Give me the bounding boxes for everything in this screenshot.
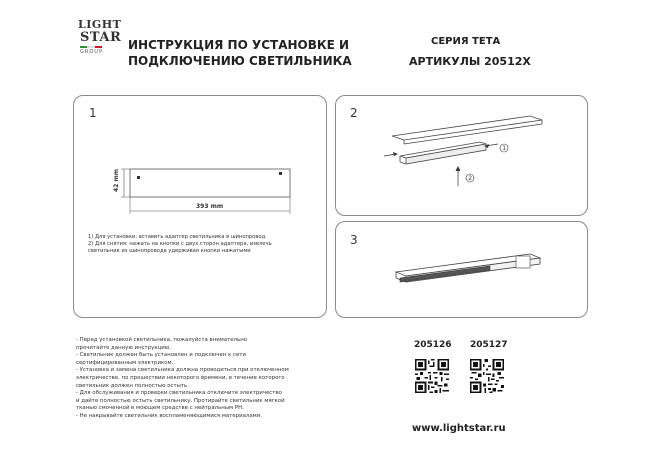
install-note-2-line1: 2) Для снятия: нажать на кнопки с двух сторон адаптера, извлечь [88, 241, 272, 247]
install-note-1: 1) Для установки: вставить адаптер светильника в шинопровод [88, 234, 266, 240]
arrow-push-up-head [456, 166, 461, 171]
warning-line: сертифицированным электриком. [76, 359, 174, 366]
logo-text-group: GROUP [80, 49, 103, 55]
callout-2-label: 2 [468, 175, 473, 183]
panel-step-3-number: 3 [350, 233, 358, 247]
installed-end-cap [516, 256, 530, 268]
page-title-line2: ПОДКЛЮЧЕНИЮ СВЕТИЛЬНИКА [128, 54, 352, 68]
fixture-outline [130, 169, 290, 197]
arrow-insert-left-head [393, 152, 398, 156]
article-code-205126: 205126 [414, 340, 452, 350]
warning-line: - Для обслуживания и проверки светильника отключите электричество [76, 390, 282, 397]
height-dim-label: 42 mm [113, 169, 120, 192]
width-dim-label: 393 mm [196, 203, 224, 210]
fixture-mark-left [137, 176, 140, 179]
panel-step-1-number: 1 [89, 106, 97, 120]
warning-line: светильник должен полностью остыть. [76, 382, 189, 389]
safety-warnings [76, 337, 289, 421]
articles-label: АРТИКУЛЫ 20512X [409, 55, 531, 68]
warning-line: тканью смоченной в моющем средстве с нейтральным PH. [76, 405, 244, 412]
step-3-installed-drawing [390, 252, 550, 292]
fixture-body-base [400, 162, 406, 164]
fixture-mark-right [279, 172, 282, 175]
logo-flag-stripe [80, 46, 102, 48]
warning-line: - Перед установкой светильника, пожалуйста внимательно [76, 337, 248, 343]
page-title-line1: ИНСТРУКЦИЯ ПО УСТАНОВКЕ И [128, 38, 350, 52]
logo-text-star: STAR [80, 30, 122, 45]
warning-line: - Установка и замена светильника должна проводиться при отключенном [76, 367, 289, 374]
track-rail [392, 116, 542, 140]
install-notes [88, 234, 272, 255]
page-title [128, 37, 352, 69]
warning-line: - Светильник должен быть установлен и подключен к сети [76, 352, 246, 359]
series-label: СЕРИЯ ТЕТА [431, 36, 501, 47]
qr-code-205127 [470, 359, 504, 393]
panel-step-2-number: 2 [350, 106, 358, 120]
logo-text-light: LIGHT [78, 18, 122, 31]
warning-line: прочитайте данную инструкцию. [76, 344, 171, 351]
install-note-2-line2: светильник из шинопровода удерживая кнопки нажатыми [88, 248, 251, 254]
warning-line: электричестве, по прошествии некоторого времени, в течение которого [76, 374, 285, 381]
warning-line: и дайте полностью остыть светильнику. Протирайте светильник мягкой [76, 397, 285, 404]
article-code-205127: 205127 [470, 340, 508, 350]
step-2-install-drawing [380, 110, 550, 190]
website-link[interactable]: www.lightstar.ru [412, 423, 506, 434]
qr-code-205126 [415, 359, 449, 393]
warning-line: - Не накрывайте светильник воспламеняющимися материалами. [76, 412, 262, 419]
fixture-dimension-drawing [100, 160, 300, 220]
callout-1-label: 1 [502, 145, 507, 153]
